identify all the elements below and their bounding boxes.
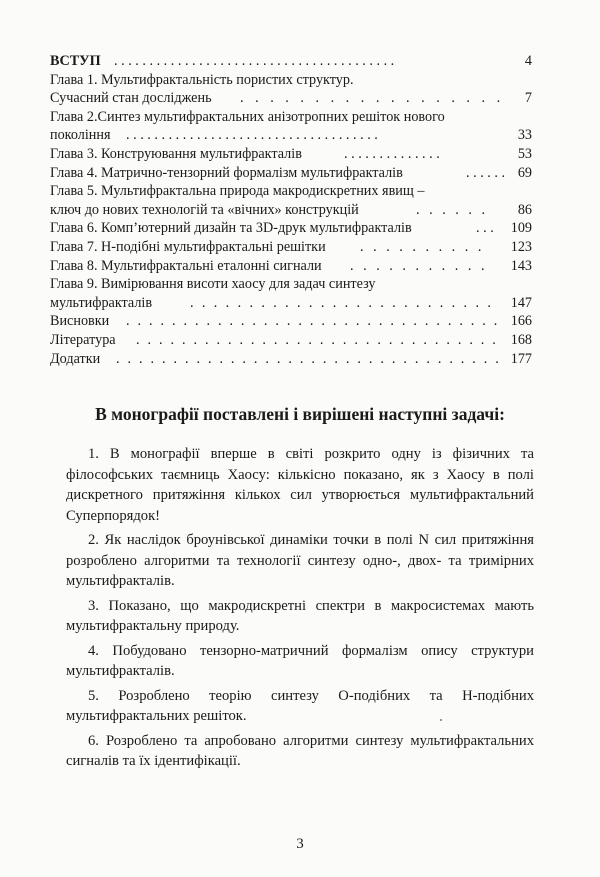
toc-entry-page: 33 [517,127,532,144]
toc-entry-title: мультифракталів [50,294,153,311]
toc-entry-page: 7 [524,90,532,107]
section-heading: В монографії поставлені і вирішені наступні задачі: [95,404,505,424]
toc-entry-continuation[interactable] [50,126,532,145]
table-of-contents [50,52,532,368]
toc-entry[interactable] [50,52,532,71]
toc-leader-dots: . . . . . . [466,164,506,181]
toc-leader-dots: . . . . . . [416,201,489,218]
toc-leader-dots: . . . . . . . . . . [360,238,485,255]
toc-entry-title: Глава 1. Мультифрактальність пористих структур. [50,71,354,88]
toc-entry-title: Глава 3. Конструювання мультифракталів [50,145,302,162]
toc-entry[interactable] [50,108,532,127]
toc-entry-page: 166 [510,313,532,330]
toc-entry[interactable] [50,219,532,238]
toc-entry[interactable] [50,257,532,276]
toc-entry[interactable] [50,182,532,201]
scan-speck [440,719,442,721]
toc-entry-page: 123 [510,238,532,255]
toc-entry-title: Висновки [50,313,110,330]
toc-entry-title: Глава 8. Мультифрактальні еталонні сигнали [50,257,322,274]
toc-entry[interactable] [50,331,532,350]
task-item: 5. Розроблено теорію синтезу О-подібних та Н-подібних мультифрактальних решіток. [66,687,534,724]
toc-entry[interactable] [50,312,532,331]
toc-leader-dots: . . . . . . . . . . . . . . . . . . . . . . . . . . . . . . . . . . [116,350,502,367]
task-list [66,444,534,776]
toc-entry-page: 143 [510,257,532,274]
toc-entry-page: 53 [517,145,532,162]
toc-entry[interactable] [50,275,532,294]
toc-entry-page: 109 [510,220,532,237]
toc-leader-dots: . . . . . . . . . . . . . . . . . . . . . . . . . . . . . . . . [136,331,499,348]
toc-entry-title: Глава 4. Матрично-тензорний формалізм мультифракталів [50,164,403,181]
task-item: 4. Побудовано тензорно-матричний формалізм опису структури мультифракталів. [66,642,534,679]
toc-entry-page: 69 [517,164,532,181]
toc-leader-dots: . . . . . . . . . . . . . . [344,145,440,162]
toc-entry-title: ключ до нових технологій та «вічних» конструкцій [50,201,359,218]
task-item: 1. В монографії вперше в світі розкрито одну із фізичних та філософських таємниць Хаосу: кількісно показано, як з Хаосу в полі дискретного притяжіння кількох сил утворюється мультифрактальний Суперпорядок! [66,446,534,524]
toc-entry-continuation[interactable] [50,201,532,220]
toc-leader-dots: . . . . . . . . . . . . . . . . . . . . . . . . . . . . . . . . . . . . [126,127,378,144]
toc-entry[interactable] [50,71,532,90]
toc-entry[interactable] [50,164,532,183]
toc-entry-title: Література [50,331,116,348]
toc-leader-dots: . . . . . . . . . . . [350,257,488,274]
toc-entry-title: ВСТУП [50,53,101,69]
toc-entry-continuation[interactable] [50,294,532,313]
toc-entry-title: Додатки [50,350,101,367]
toc-entry-title: Сучасний стан досліджень [50,90,212,107]
toc-leader-dots: . . . . . . . . . . . . . . . . . . [240,90,505,107]
toc-entry[interactable] [50,145,532,164]
toc-entry-continuation[interactable] [50,89,532,108]
toc-entry-title: Глава 9. Вимірювання висоти хаосу для задач синтезу [50,276,376,293]
page-number: 3 [296,836,304,852]
toc-leader-dots: . . . . . . . . . . . . . . . . . . . . . . . . . . . . . . . . . . . . . . . . [114,53,395,69]
task-item: 3. Показано, що макродискретні спектри в макросистемах мають мультифрактальну природу. [66,597,534,634]
toc-entry-title: Глава 7. Н-подібні мультифрактальні решітки [50,238,326,255]
toc-leader-dots: . . . . . . . . . . . . . . . . . . . . . . . . . . . . . . . . . [126,313,500,330]
toc-entry-page: 4 [524,53,532,69]
toc-entry-title: Глава 6. Комп’ютерний дизайн та 3D-друк мультифракталів [50,220,412,237]
toc-leader-dots: . . . . . . . . . . . . . . . . . . . . . . . . . . [190,294,494,311]
toc-entry-page: 177 [510,350,532,367]
toc-entry-title: Глава 5. Мультифрактальна природа макродискретних явищ – [50,183,425,200]
task-item: 2. Як наслідок броунівської динаміки точки в полі N сил притяжіння розроблено алгоритми та технології синтезу одно-, двох- та тримірних мультифракталів. [66,532,534,589]
toc-entry-title: Глава 2.Синтез мультифрактальних анізотропних решіток нового [50,108,445,125]
toc-entry-title: покоління [50,127,111,144]
toc-entry[interactable] [50,238,532,257]
toc-leader-dots: . . . [476,220,494,237]
toc-entry-page: 147 [510,294,532,311]
toc-entry-page: 168 [510,331,532,348]
task-item: 6. Розроблено та апробовано алгоритми синтезу мультифрактальних сигналів та їх ідентифікації. [66,732,534,769]
toc-entry[interactable] [50,350,532,369]
toc-entry-page: 86 [517,201,532,218]
